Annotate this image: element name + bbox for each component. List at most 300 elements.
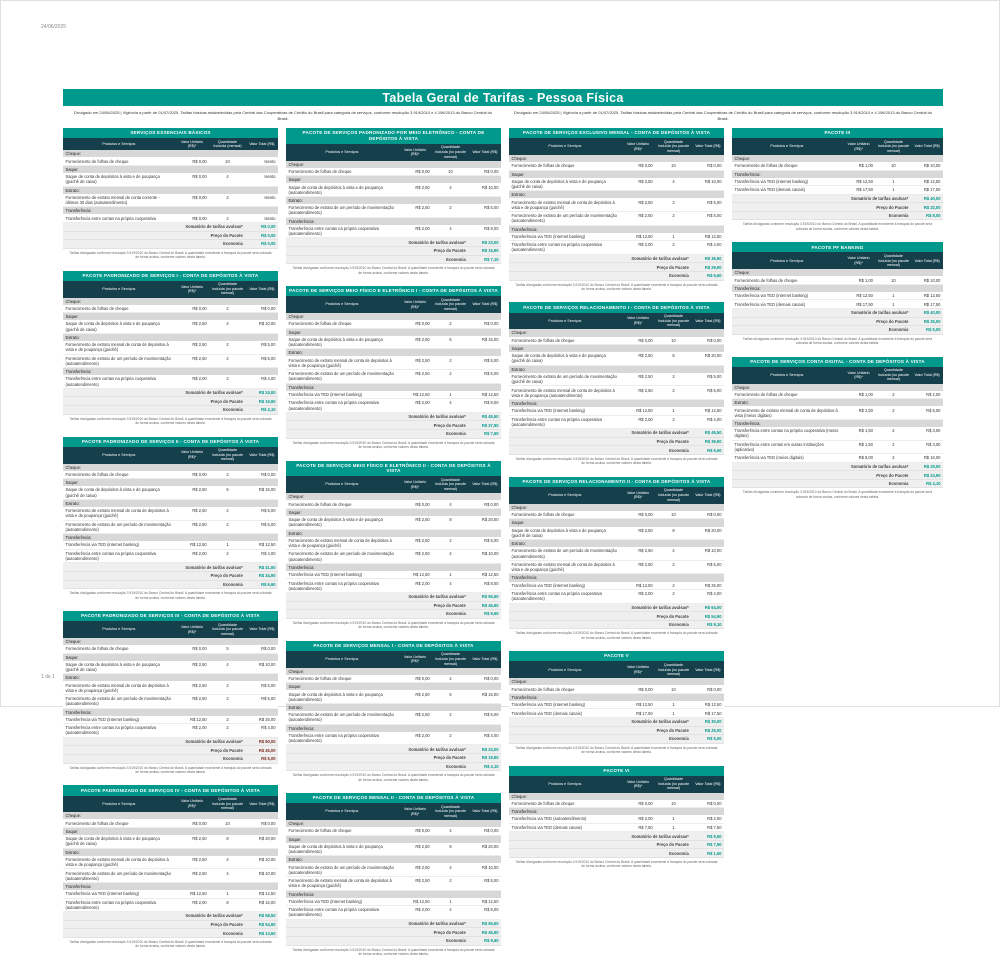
column-header: Quantidade Incluída (no pacote mensal): [434, 145, 467, 159]
summary-label: Somatório de tarifas avulsas*: [185, 564, 243, 570]
item-label: Saque de conta de depósitos à vista e de poupança (guichê de caixa): [511, 353, 606, 364]
total-value: R$ 20,00: [258, 836, 276, 842]
item-row: [732, 162, 943, 170]
item-row: [732, 178, 943, 186]
qty-value: 1: [449, 572, 452, 578]
category-row: Saque:: [286, 683, 501, 690]
qty-value: 1: [672, 710, 675, 716]
item-label: Transferência via TED (internet banking): [511, 582, 585, 588]
total-value: R$ 20,00: [481, 843, 499, 849]
unit-value: R$ 2,50: [192, 355, 207, 361]
item-row: [509, 824, 724, 832]
item-row: [732, 406, 943, 420]
unit-value: R$ 2,50: [415, 843, 430, 849]
table-header-row: [63, 796, 278, 813]
unit-value: R$ 2,00: [638, 816, 653, 822]
summary-row: [732, 471, 943, 480]
total-value: R$ 4,00: [707, 591, 722, 597]
summary-value: R$ 9,10: [707, 622, 722, 628]
column-header: Quantidade Incluída (no pacote mensal): [657, 662, 690, 677]
tariff-table: [63, 437, 278, 601]
item-row: [286, 225, 501, 239]
table-header-row: [286, 651, 501, 668]
qty-value: 4: [449, 907, 452, 913]
total-value: R$ 0,00: [261, 305, 276, 311]
item-row: [732, 292, 943, 300]
unit-value: R$ 2,50: [192, 508, 207, 514]
column-header: Quantidade Incluída (no pacote mensal): [434, 297, 467, 311]
item-label: Transferência via TED (demais canais): [511, 824, 583, 830]
summary-label: Preço do Pacote: [210, 398, 243, 404]
unit-value: R$ 0,00: [638, 686, 653, 692]
total-value: R$ 2,00: [707, 816, 722, 822]
summary-value: R$ 6,60: [707, 447, 722, 453]
table-column-2: [286, 128, 501, 957]
qty-value: 2: [226, 305, 229, 311]
table-column-4: [732, 128, 943, 500]
unit-value: R$ 1,00: [858, 391, 873, 397]
category-row: Extrato:: [286, 349, 501, 356]
unit-value: R$ 0,00: [192, 305, 207, 311]
summary-value: R$ 7,60: [484, 431, 499, 437]
column-header: Produtos e Serviços: [325, 809, 359, 814]
item-label: Transferência entre contas na própria cooperativa (meios digitais): [734, 428, 839, 439]
item-label: Saque de conta de depósitos à vista e de poupança (guichê de caixa): [65, 487, 160, 498]
caption-right: Divulgado em 24/06/2025 | Vigência a partir de 01/07/2025. Tarifas básicas estabelecidas pela Central das Cooperativas de Crédito do Brasil para categoria de serviços, conforme resolução 3.919/2010 e 4.196/2013 do Banco Central do Brasil.: [513, 110, 933, 121]
table-note: Tarifas divulgadas conforme resolução 3.919/2010 do Banco Central do Brasil. A quantidade excedente à franquia do pacote será cobrada de forma avulsa, conforme valores desta tabela.: [69, 765, 272, 774]
column-header: Produtos e Serviços: [548, 781, 582, 786]
category-row: Extrato:: [509, 366, 724, 373]
column-header: Quantidade Incluída (no pacote mensal): [434, 477, 467, 492]
column-header: Valor Unitário (R$)*: [180, 624, 204, 634]
unit-value: R$ 17,50: [856, 187, 873, 193]
total-value: R$ 15,00: [481, 691, 499, 697]
unit-value: R$ 0,00: [415, 169, 430, 175]
summary-label: Preço do Pacote: [210, 747, 243, 753]
summary-label: Preço do Pacote: [433, 602, 466, 608]
summary-value: R$ 36,50: [704, 256, 722, 262]
column-header: Produtos e Serviços: [325, 302, 359, 307]
item-row: [63, 645, 278, 653]
unit-value: R$ 2,50: [192, 321, 207, 327]
unit-value: R$ 12,50: [413, 572, 430, 578]
unit-value: R$ 0,00: [192, 174, 207, 180]
qty-value: 4: [226, 856, 229, 862]
tariff-table: [63, 128, 278, 261]
column-header: Valor Unitário (R$)*: [180, 139, 204, 149]
item-label: Transferência entre contas na própria cooperativa (autoatendimento): [288, 580, 379, 591]
tariff-table: [509, 651, 724, 755]
table-note: Tarifas divulgadas conforme resolução 3.919/2010 do Banco Central do Brasil. A quantidade excedente à franquia do pacote será cobrada de forma avulsa, conforme valores desta tabela.: [292, 440, 495, 450]
category-row: Transferência:: [509, 694, 724, 701]
column-header: Produtos e Serviços: [102, 286, 136, 291]
summary-value: R$ 13,60: [258, 930, 276, 936]
unit-value: R$ 0,00: [638, 512, 653, 518]
qty-value: 2: [892, 407, 895, 413]
summary-label: Economia: [669, 447, 689, 453]
item-row: [509, 407, 724, 415]
summary-label: Economia: [669, 273, 689, 279]
qty-value: 2: [449, 675, 452, 681]
unit-value: R$ 2,50: [192, 487, 207, 493]
table-title: PACOTE PADRONIZADO DE SERVIÇOS II - CONTA DE DEPÓSITOS À VISTA: [63, 437, 278, 447]
item-label: Fornecimento de extrato mensal de conta de depósitos à vista e de poupança (autoatendimento): [511, 387, 615, 398]
item-row: [286, 898, 501, 906]
qty-value: 10: [671, 686, 676, 692]
summary-label: Economia: [446, 763, 466, 769]
table-title: PACOTE III: [732, 128, 943, 138]
total-value: R$ 5,00: [484, 205, 499, 211]
total-value: R$ 12,50: [923, 178, 941, 184]
total-value: R$ 10,00: [704, 548, 722, 554]
summary-value: R$ 40,00: [923, 310, 941, 316]
summary-label: Somatório de tarifas avulsas*: [408, 414, 466, 420]
total-value: R$ 5,00: [261, 508, 276, 514]
column-header: Valor Total (R$): [914, 372, 940, 377]
category-row: Cheque:: [509, 504, 724, 511]
unit-value: R$ 0,00: [192, 646, 207, 652]
summary-row: [286, 937, 501, 946]
column-header: Quantidade Incluída (no pacote mensal): [211, 282, 244, 296]
item-row: [509, 582, 724, 590]
summary-value: R$ 5,00: [707, 736, 722, 742]
category-row: Transferência:: [63, 709, 278, 716]
unit-value: R$ 12,50: [190, 891, 207, 897]
item-row: [509, 561, 724, 575]
summary-value: R$ 5,00: [926, 327, 941, 333]
column-header: Quantidade Incluída (no pacote mensal): [657, 139, 690, 153]
total-value: R$ 12,50: [923, 293, 941, 299]
table-title: PACOTE DE SERVIÇOS EXCLUSIVO MENSAL - CONTA DE DEPÓSITOS À VISTA: [509, 128, 724, 138]
category-row: Cheque:: [732, 155, 943, 162]
summary-label: Somatório de tarifas avulsas*: [185, 224, 243, 230]
summary-value: R$ 34,90: [258, 573, 276, 579]
summary-row: [732, 212, 943, 221]
item-row: [509, 590, 724, 604]
summary-value: R$ 40,00: [923, 195, 941, 201]
item-label: Fornecimento de extrato mensal de conta de depósitos à vista e de poupança (guichê): [65, 856, 169, 868]
summary-row: [286, 920, 501, 929]
item-label: Transferência via TED (internet banking): [65, 891, 139, 897]
column-header: Valor Unitário (R$)*: [180, 284, 204, 294]
summary-row: [286, 256, 501, 265]
item-row: [286, 370, 501, 384]
total-value: R$ 0,00: [707, 686, 722, 692]
column-header: Valor Total (R$): [472, 149, 498, 154]
total-value: R$ 4,00: [707, 242, 722, 248]
unit-value: R$ 2,50: [638, 527, 653, 533]
qty-value: 1: [672, 233, 675, 239]
item-label: Fornecimento de extrato de um período de movimentação (autoatendimento): [511, 213, 617, 224]
summary-row: [286, 763, 501, 772]
qty-value: 4: [449, 828, 452, 834]
unit-value: R$ 2,50: [192, 696, 207, 702]
summary-value: R$ 45,90: [481, 929, 499, 935]
qty-value: 4: [672, 178, 675, 184]
qty-value: 2: [449, 357, 452, 363]
item-label: Transferência entre contas na própria cooperativa (autoatendimento): [288, 226, 379, 237]
table-header-row: [509, 138, 724, 155]
total-value: R$ 17,50: [923, 301, 941, 307]
item-label: Fornecimento de extrato mensal de conta de depósitos à vista e de poupança (guichê): [511, 199, 615, 210]
item-row: [509, 386, 724, 400]
item-row: [509, 815, 724, 823]
unit-value: R$ 2,50: [638, 353, 653, 359]
total-value: R$ 10,00: [258, 321, 276, 327]
qty-value: 2: [226, 471, 229, 477]
summary-value: R$ 6,60: [261, 581, 276, 587]
item-row: [63, 869, 278, 883]
unit-value: R$ 12,50: [413, 898, 430, 904]
item-row: [63, 194, 278, 208]
summary-row: [63, 240, 278, 249]
category-row: Transferência:: [63, 207, 278, 214]
item-row: [509, 352, 724, 366]
table-title: PACOTE DE SERVIÇOS MENSAL I - CONTA DE DEPÓSITOS À VISTA: [286, 641, 501, 651]
item-row: [63, 507, 278, 521]
category-row: Cheque:: [286, 820, 501, 827]
total-value: R$ 4,00: [261, 376, 276, 382]
category-row: Transferência:: [286, 564, 501, 571]
total-value: R$ 12,50: [704, 702, 722, 708]
column-header: Valor Total (R$): [249, 801, 275, 806]
item-row: [286, 336, 501, 350]
tariff-table: [732, 242, 943, 346]
summary-label: Economia: [446, 256, 466, 262]
item-row: [509, 198, 724, 212]
summary-value: R$ 9,60: [484, 938, 499, 944]
column-header: Valor Unitário (R$)*: [847, 141, 870, 151]
item-label: Transferência via TED (internet banking): [511, 702, 585, 708]
table-note: Tarifas divulgadas conforme resolução 3.919/2010 do Banco Central do Brasil. A quantidade excedente à franquia do pacote será cobrada de forma avulsa, conforme valores desta tabela.: [292, 620, 495, 630]
item-label: Fornecimento de folhas de cheque: [288, 675, 352, 681]
summary-label: Somatório de tarifas avulsas*: [851, 195, 909, 201]
category-row: Cheque:: [63, 298, 278, 305]
item-label: Fornecimento de extrato de um período de movimentação (autoatendimento): [288, 551, 394, 562]
unit-value: R$ 1,00: [858, 277, 873, 283]
table-header-row: [509, 661, 724, 678]
summary-value: R$ 0,00: [261, 241, 276, 247]
unit-value: R$ 17,50: [636, 710, 653, 716]
qty-value: 4: [226, 174, 229, 180]
column-header: Valor Total (R$): [472, 809, 498, 814]
tariff-table: [286, 128, 501, 276]
qty-value: 1: [672, 702, 675, 708]
total-value: R$ 12,50: [481, 391, 499, 397]
item-label: Transferência entre contas na própria cooperativa (autoatendimento): [288, 400, 379, 411]
table-header-row: [63, 447, 278, 464]
column-header: Quantidade Incluída (no pacote mensal): [211, 797, 244, 811]
item-row: [63, 819, 278, 827]
item-label: Fornecimento de extrato mensal de conta de depósitos à vista e de poupança (guichê): [65, 682, 169, 693]
qty-value: 2: [226, 508, 229, 514]
tariff-table: [286, 641, 501, 783]
qty-value: 2: [226, 725, 229, 731]
item-row: [509, 547, 724, 561]
unit-value: R$ 12,50: [413, 391, 430, 397]
summary-value: R$ 41,50: [258, 564, 276, 570]
summary-label: Preço do Pacote: [433, 755, 466, 761]
unit-value: R$ 2,50: [192, 521, 207, 527]
unit-value: R$ 2,00: [192, 899, 207, 905]
summary-row: [286, 421, 501, 430]
total-value: R$ 12,50: [481, 898, 499, 904]
category-row: Transferência:: [732, 420, 943, 427]
total-value: R$ 0,00: [261, 646, 276, 652]
total-value: R$ 10,00: [258, 661, 276, 667]
tariff-table: [63, 785, 278, 949]
unit-value: R$ 2,50: [638, 213, 653, 219]
item-row: [63, 305, 278, 313]
item-label: Transferência via TED (internet banking): [734, 293, 808, 299]
unit-value: R$ 1,00: [858, 163, 873, 169]
unit-value: R$ 2,50: [192, 682, 207, 688]
unit-value: R$ 2,50: [638, 199, 653, 205]
item-row: [509, 233, 724, 241]
qty-value: 2: [449, 878, 452, 884]
table-title: PACOTE DE SERVIÇOS RELACIONAMENTO II - CONTA DE DEPÓSITOS À VISTA: [509, 477, 724, 487]
unit-value: R$ 12,50: [636, 408, 653, 414]
item-row: [63, 355, 278, 369]
category-row: Extrato:: [286, 856, 501, 863]
item-row: [732, 391, 943, 399]
summary-label: Somatório de tarifas avulsas*: [851, 310, 909, 316]
summary-value: R$ 29,90: [704, 264, 722, 270]
summary-row: [63, 921, 278, 930]
category-row: Saque:: [286, 509, 501, 516]
qty-value: 8: [449, 517, 452, 523]
column-header: Valor Unitário (R$)*: [180, 450, 204, 460]
item-row: [63, 157, 278, 165]
column-header: Produtos e Serviços: [102, 627, 136, 632]
total-value: R$ 20,00: [481, 517, 499, 523]
qty-value: 2: [672, 582, 675, 588]
qty-value: 2: [892, 455, 895, 461]
total-value: Isento: [264, 174, 276, 180]
qty-value: 1: [892, 301, 895, 307]
qty-value: 2: [449, 537, 452, 543]
unit-value: R$ 2,50: [415, 357, 430, 363]
summary-row: [509, 832, 724, 841]
qty-value: 8: [226, 836, 229, 842]
item-row: [509, 527, 724, 541]
total-value: Isento: [264, 158, 276, 164]
summary-row: [63, 232, 278, 241]
item-label: Saque de conta de depósitos à vista e de poupança (autoatendimento): [288, 843, 383, 854]
qty-value: 5: [226, 646, 229, 652]
qty-value: 10: [671, 163, 676, 169]
unit-value: R$ 2,50: [415, 712, 430, 718]
total-value: R$ 5,00: [261, 682, 276, 688]
unit-value: R$ 2,50: [415, 691, 430, 697]
total-value: R$ 4,00: [261, 725, 276, 731]
summary-label: Economia: [888, 481, 909, 487]
total-value: R$ 12,50: [258, 542, 276, 548]
table-header-row: [509, 313, 724, 330]
category-row: Transferência:: [286, 384, 501, 391]
total-value: R$ 5,00: [484, 537, 499, 543]
qty-value: 8: [672, 527, 675, 533]
summary-row: [63, 755, 278, 764]
table-note: Tarifas divulgadas conforme resolução 3.919/2010 do Banco Central do Brasil. A quantidade excedente à franquia do pacote será cobrada de forma avulsa, conforme valores desta tabela.: [292, 947, 495, 956]
tariff-table: [732, 128, 943, 232]
summary-label: Preço do Pacote: [210, 232, 243, 238]
summary-row: [509, 727, 724, 736]
column-header: Valor Total (R$): [249, 141, 275, 146]
item-label: Transferência entre contas na própria cooperativa (autoatendimento): [511, 416, 602, 427]
item-label: Fornecimento de folhas de cheque: [734, 277, 798, 283]
summary-value: R$ 50,00: [258, 739, 276, 745]
unit-value: R$ 0,00: [192, 194, 207, 200]
unit-value: R$ 2,50: [415, 184, 430, 190]
item-label: Transferência via TED (internet banking): [511, 408, 585, 414]
column-header: Quantidade Incluída (no pacote mensal): [434, 652, 467, 666]
category-row: Extrato:: [509, 191, 724, 198]
total-value: R$ 5,00: [261, 342, 276, 348]
summary-row: [286, 247, 501, 256]
summary-label: Economia: [223, 756, 243, 762]
summary-value: R$ 39,90: [704, 439, 722, 445]
item-label: Saque de conta de depósitos à vista e de poupança (autoatendimento): [288, 184, 383, 195]
total-value: R$ 15,00: [258, 487, 276, 493]
category-row: Cheque:: [286, 668, 501, 675]
total-value: R$ 5,00: [707, 213, 722, 219]
category-row: Transferência:: [63, 534, 278, 541]
summary-label: Preço do Pacote: [210, 922, 243, 928]
item-label: Transferência via TED (internet banking): [734, 178, 808, 184]
summary-value: R$ 55,50: [481, 594, 499, 600]
unit-value: R$ 2,50: [638, 548, 653, 554]
qty-value: 2: [226, 696, 229, 702]
total-value: R$ 10,00: [481, 551, 499, 557]
summary-label: Somatório de tarifas avulsas*: [408, 746, 466, 752]
item-row: [63, 541, 278, 549]
total-value: R$ 4,00: [484, 732, 499, 738]
unit-value: R$ 0,00: [415, 321, 430, 327]
column-header: Valor Unitário (R$)*: [403, 654, 427, 664]
item-row: [286, 168, 501, 176]
item-label: Fornecimento de extrato mensal de conta de depósitos à vista e de poupança (guichê): [65, 342, 169, 353]
item-label: Transferência via TED (internet banking): [65, 716, 139, 722]
column-header: Quantidade Incluída (no pacote mensal): [434, 804, 467, 818]
table-title: PACOTE DE SERVIÇOS MEIO FÍSICO E ELETRÔNICO I - CONTA DE DEPÓSITOS À VISTA: [286, 286, 501, 296]
column-header: Produtos e Serviços: [325, 482, 359, 487]
qty-value: 2: [226, 716, 229, 722]
table-header-row: [509, 776, 724, 793]
summary-row: [63, 223, 278, 232]
item-label: Fornecimento de extrato de um período de movimentação (autoatendimento): [65, 870, 171, 881]
item-label: Fornecimento de extrato de um período de movimentação (autoatendimento): [65, 696, 171, 707]
item-row: [286, 391, 501, 399]
unit-value: R$ 0,00: [415, 501, 430, 507]
summary-value: R$ 37,90: [481, 422, 499, 428]
item-label: Fornecimento de folhas de cheque: [511, 163, 575, 169]
qty-value: 4: [449, 501, 452, 507]
summary-label: Somatório de tarifas avulsas*: [185, 739, 243, 745]
summary-label: Somatório de tarifas avulsas*: [408, 921, 466, 927]
item-row: [509, 241, 724, 255]
column-header: Quantidade Incluída (no pacote mensal): [877, 139, 910, 153]
total-value: R$ 10,00: [923, 277, 941, 283]
item-row: [286, 204, 501, 218]
summary-label: Preço do Pacote: [656, 439, 689, 445]
summary-value: R$ 32,00: [923, 204, 941, 210]
column-header: Valor Unitário (R$)*: [403, 806, 427, 816]
summary-row: [286, 602, 501, 611]
total-value: R$ 7,50: [707, 824, 722, 830]
summary-row: [63, 406, 278, 415]
print-footer-page: 1 de 1: [41, 674, 55, 680]
